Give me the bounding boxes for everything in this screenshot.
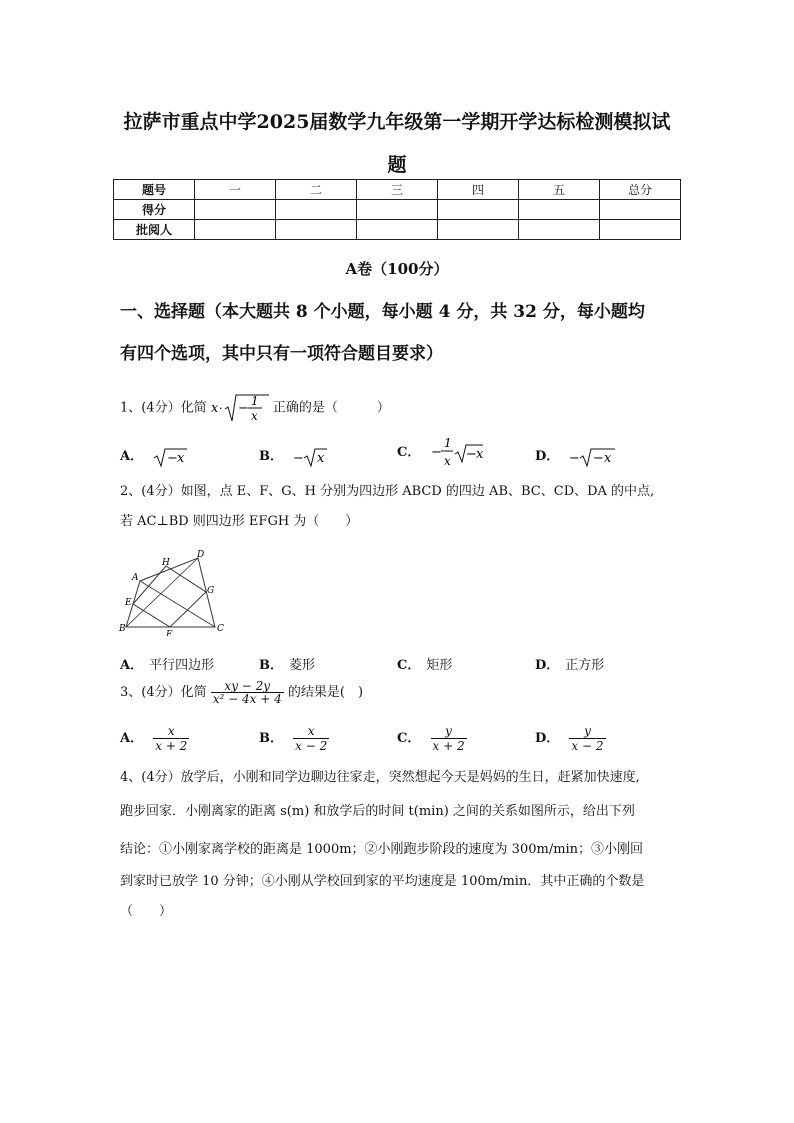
svg-text:−: − (465, 447, 477, 462)
svg-text:x: x (475, 447, 483, 462)
q3-numerator: xy − 2y (211, 680, 284, 693)
score-table-header-row (114, 180, 681, 200)
svg-text:−: − (293, 450, 305, 466)
score-table-header-cell: 题号 (114, 180, 195, 200)
svg-text:x: x (604, 450, 612, 466)
q1-option-b-math (293, 447, 327, 467)
q1-option-a[interactable]: A． − x (120, 445, 187, 467)
score-cell[interactable] (357, 200, 438, 220)
score-cell[interactable] (438, 220, 519, 240)
figure-label-a: A (132, 573, 139, 583)
q1-option-c-math (431, 433, 483, 471)
score-table (113, 179, 681, 240)
score-cell[interactable] (195, 200, 276, 220)
q1-expression (211, 393, 269, 423)
q3-option-b[interactable]: B． $\frac{x}{x - 2}$ (259, 724, 328, 753)
score-table-row-label: 批阅人 (114, 220, 195, 240)
question-4-line3: 结论：①小刚家离学校的距离是 1000m；②小刚跑步阶段的速度为 300m/min；③小刚回 (120, 842, 644, 857)
svg-text:−: − (430, 445, 442, 460)
question-1 (120, 393, 390, 423)
score-cell[interactable] (276, 200, 357, 220)
q2-option-b[interactable]: B． 菱形 (259, 658, 316, 673)
q3-fraction (211, 680, 284, 705)
score-cell[interactable] (600, 200, 681, 220)
q2-option-d[interactable]: D． 正方形 (535, 658, 605, 673)
q3-suffix: 的结果是( ) (287, 685, 364, 700)
figure-label-h: H (162, 558, 170, 568)
score-table-header-cell: 四 (438, 180, 519, 200)
section1-heading-line2: 有四个选项，其中只有一项符合题目要求） (120, 344, 443, 364)
score-table-row (114, 220, 681, 240)
svg-text:−: − (237, 401, 249, 416)
q1-option-d-math (569, 447, 615, 467)
question-3 (120, 680, 363, 705)
question-4-line2: 跑步回家．小刚离家的距离 s(m) 和放学后的时间 t(min) 之间的关系如图所示，给出下列 (120, 804, 635, 819)
figure-label-f: F (166, 630, 173, 636)
score-cell[interactable] (357, 220, 438, 240)
score-table-row-label: 得分 (114, 200, 195, 220)
figure-label-g: G (207, 586, 215, 596)
doc-title-line2: 题 (387, 154, 407, 176)
svg-text:−: − (167, 450, 179, 466)
question-4-line5: （ ） (120, 904, 173, 919)
svg-text:1: 1 (250, 394, 259, 408)
q2-quadrilateral-figure (118, 548, 228, 636)
q3-option-d[interactable]: D． $\frac{y}{x - 2}$ (535, 724, 604, 753)
q1-option-b[interactable]: B． − x (259, 445, 327, 467)
svg-text:1: 1 (443, 436, 452, 450)
score-table-row (114, 200, 681, 220)
q1-option-a-math (153, 447, 187, 467)
svg-text:x: x (250, 409, 258, 423)
section1-heading-line1: 一、选择题（本大题共 8 个小题，每小题 4 分，共 32 分，每小题均 (120, 302, 645, 322)
q2-option-c[interactable]: C． 矩形 (397, 658, 453, 673)
svg-text:x: x (317, 450, 325, 466)
svg-text:x: x (443, 454, 451, 468)
q1-suffix: 正确的是（ ） (272, 400, 390, 416)
score-table-header-cell: 一 (195, 180, 276, 200)
q1-prefix: 1、(4分）化简 (120, 400, 207, 416)
svg-text:x: x (210, 401, 219, 416)
figure-label-d: D (197, 550, 205, 560)
q1-option-d[interactable]: D． − − x (535, 445, 615, 467)
figure-label-c: C (217, 624, 224, 634)
figure-label-b: B (119, 624, 126, 634)
q2-option-a[interactable]: A． 平行四边形 (120, 658, 215, 673)
q1-option-c[interactable]: C． − 1 x − x (397, 433, 483, 471)
question-2-line1: 2、(4分）如图，点 E、F、G、H 分别为四边形 ABCD 的四边 AB、BC、CD、DA 的中点, (120, 484, 655, 499)
score-cell[interactable] (276, 220, 357, 240)
svg-text:−: − (569, 450, 581, 466)
svg-text:x: x (177, 450, 185, 466)
doc-title-line1: 拉萨市重点中学2025届数学九年级第一学期开学达标检测模拟试 (123, 111, 671, 133)
q3-denominator: x² − 4x + 4 (212, 692, 282, 706)
question-2-line2: 若 AC⊥BD 则四边形 EFGH 为（ ） (120, 514, 359, 529)
score-table-header-cell: 二 (276, 180, 357, 200)
score-cell[interactable] (600, 220, 681, 240)
score-table-header-cell: 三 (357, 180, 438, 200)
q3-option-a[interactable]: A． $\frac{x}{x + 2}$ (120, 724, 188, 753)
q3-option-c[interactable]: C． $\frac{y}{x + 2}$ (397, 724, 465, 753)
section-a-heading: A卷（100分） (345, 260, 449, 278)
score-cell[interactable] (519, 220, 600, 240)
q3-prefix: 3、(4分）化简 (120, 685, 207, 700)
score-cell[interactable] (438, 200, 519, 220)
score-table-header-cell: 五 (519, 180, 600, 200)
score-cell[interactable] (195, 220, 276, 240)
score-cell[interactable] (519, 200, 600, 220)
svg-text:·: · (218, 402, 223, 415)
svg-text:−: − (593, 450, 605, 466)
question-4-line1: 4、(4分）放学后，小刚和同学边聊边往家走，突然想起今天是妈妈的生日，赶紧加快速度, (120, 770, 640, 785)
score-table-header-cell: 总分 (600, 180, 681, 200)
question-4-line4: 到家时已放学 10 分钟；④小刚从学校回到家的平均速度是 100m/min．其中正确的个数是 (120, 874, 645, 889)
figure-label-e: E (125, 598, 132, 608)
